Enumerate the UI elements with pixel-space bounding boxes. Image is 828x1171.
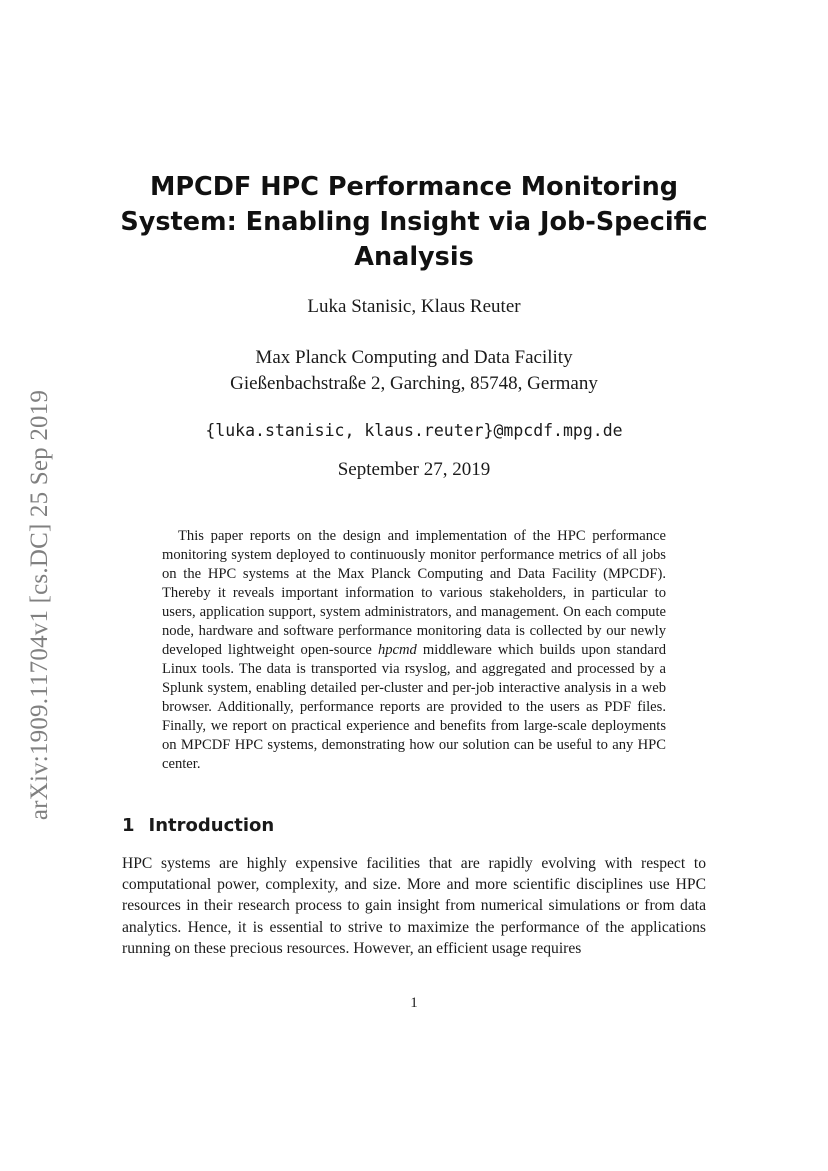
intro-paragraph: HPC systems are highly expensive facilities that are rapidly evolving with respect to computational power, complexity, and size. More and more scientific disciplines use HPC resources in their research process to gain insight from numerical simulations or from data analytics. Hence, it is essential to strive to maximize the performance of the applications running on these precious resources. However, an efficient usage requires	[122, 855, 706, 957]
affiliation	[0, 345, 828, 397]
title-line: System: Enabling Insight via Job-Specific	[120, 207, 708, 237]
author-emails: {luka.stanisic, klaus.reuter}@mpcdf.mpg.de	[205, 421, 623, 440]
section-title: Introduction	[148, 815, 275, 836]
arxiv-identifier-stamp: arXiv:1909.11704v1 [cs.DC] 25 Sep 2019	[26, 389, 53, 821]
abstract-text: This paper reports on the design and implementation of the HPC performance monitoring system deployed to continuously monitor performance metrics of all jobs on the HPC systems at the Max Planck Computing and Data Facility (MPCDF). Thereby it reveals important information to various stakeholders, in particular to users, application support, system administrators, and management. On each compute node, hardware and software performance monitoring data is collected by our newly developed lightweight open-source	[162, 528, 666, 658]
abstract	[162, 527, 666, 774]
title-line: Analysis	[354, 242, 474, 272]
authors: Luka Stanisic, Klaus Reuter	[307, 296, 521, 317]
publication-date: September 27, 2019	[337, 459, 491, 480]
affiliation-line: Max Planck Computing and Data Facility	[255, 347, 573, 368]
section-heading	[122, 815, 274, 836]
section-number: 1	[122, 815, 135, 836]
abstract-text: middleware which builds upon standard Linux tools. The data is transported via rsyslog, and aggregated and processed by a Splunk system, enabling detailed per-cluster and per-job interactive analysis in a web browser. Additionally, performance reports are provided to the users as PDF files. Finally, we report on practical experience and benefits from large-scale deployments on MPCDF HPC systems, demonstrating how our solution can be useful to any HPC center.	[162, 642, 666, 772]
paper-title	[0, 170, 828, 275]
title-line: MPCDF HPC Performance Monitoring	[149, 172, 679, 202]
affiliation-line: Gießenbachstraße 2, Garching, 85748, Germany	[230, 373, 598, 394]
abstract-software-name: hpcmd	[377, 642, 417, 658]
page-number: 1	[410, 995, 418, 1011]
